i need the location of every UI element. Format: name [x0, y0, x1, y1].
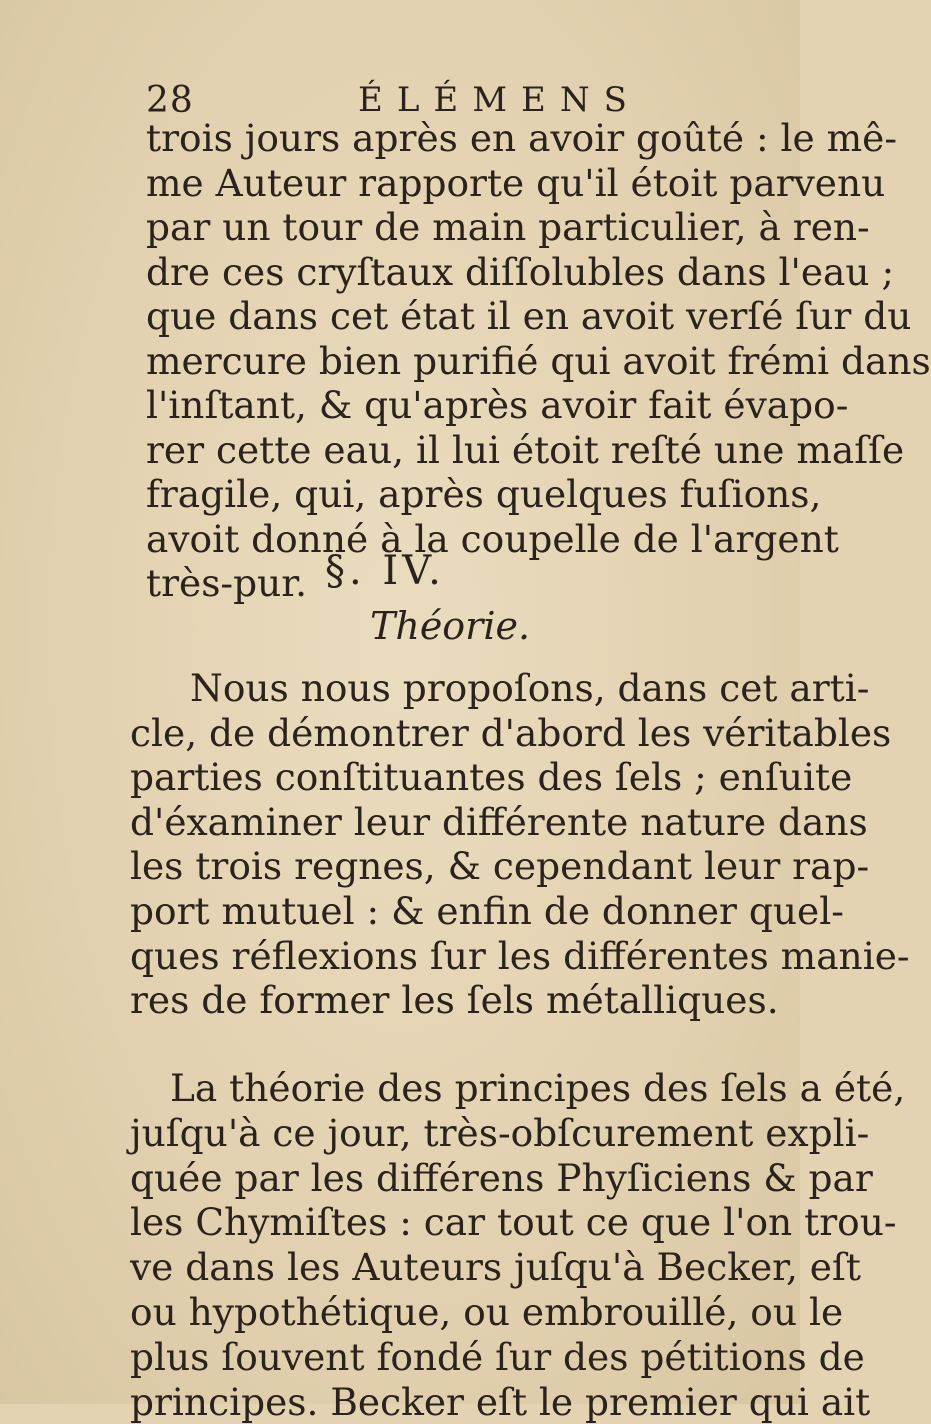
text-line: Nous nous propoſons, dans cet arti- [190, 666, 870, 710]
section-number: §. IV. [325, 548, 445, 594]
paragraph-2 [130, 666, 910, 1023]
text-line: juſqu'à ce jour, très-obſcurement expli- [130, 1110, 870, 1155]
text-line: mercure bien purifié qui avoit frémi dans [146, 338, 931, 383]
text-line: port mutuel : & enfin de donner quel- [130, 888, 844, 933]
paragraph-1 [146, 116, 931, 606]
text-line: plus ſouvent fondé ſur des pétitions de [130, 1334, 865, 1379]
text-line: que dans cet état il en avoit verſé ſur du [146, 294, 912, 338]
text-line: rer cette eau, il lui étoit reſté une maſſe [146, 427, 905, 472]
running-head: ÉLÉMENS [358, 80, 641, 120]
text-line: ques réflexions ſur les différentes manie- [130, 933, 910, 978]
text-line: ve dans les Auteurs juſqu'à Becker, eſt [130, 1245, 861, 1290]
text-line: avoit donné à la coupelle de l'argent [146, 516, 839, 561]
text-line: fragile, qui, après quelques fuſions, [146, 472, 822, 516]
text-line: cle, de démontrer d'abord les véritables [130, 710, 892, 755]
text-line: ou hypothétique, ou embrouillé, ou le [130, 1289, 844, 1334]
paragraph-3 [130, 1066, 906, 1424]
text-line: très-pur. [146, 561, 307, 605]
text-line: d'éxaminer leur différente nature dans [130, 799, 868, 844]
text-line: res de former les ſels métalliques. [130, 978, 779, 1023]
text-line: quée par les différens Phyſiciens & par [130, 1155, 873, 1200]
text-line: principes. Becker eſt le premier qui ait [130, 1379, 871, 1424]
text-line: me Auteur rapporte qu'il étoit parvenu [146, 160, 886, 205]
page-number: 28 [146, 80, 194, 121]
section-title: Théorie. [370, 604, 531, 648]
text-line: les trois regnes, & cependant leur rap- [130, 844, 870, 889]
text-line: trois jours après en avoir goûté : le mê- [146, 116, 898, 160]
text-line: dre ces cryſtaux diſſolubles dans l'eau ; [146, 249, 895, 294]
text-line: La théorie des principes des ſels a été, [170, 1066, 906, 1110]
text-line: parties conſtituantes des ſels ; enſuite [130, 755, 853, 800]
text-line: l'inſtant, & qu'après avoir fait évapo- [146, 383, 849, 427]
text-line: les Chymiſtes : car tout ce que l'on trou- [130, 1200, 897, 1245]
text-line: par un tour de main particulier, à ren- [146, 205, 870, 249]
